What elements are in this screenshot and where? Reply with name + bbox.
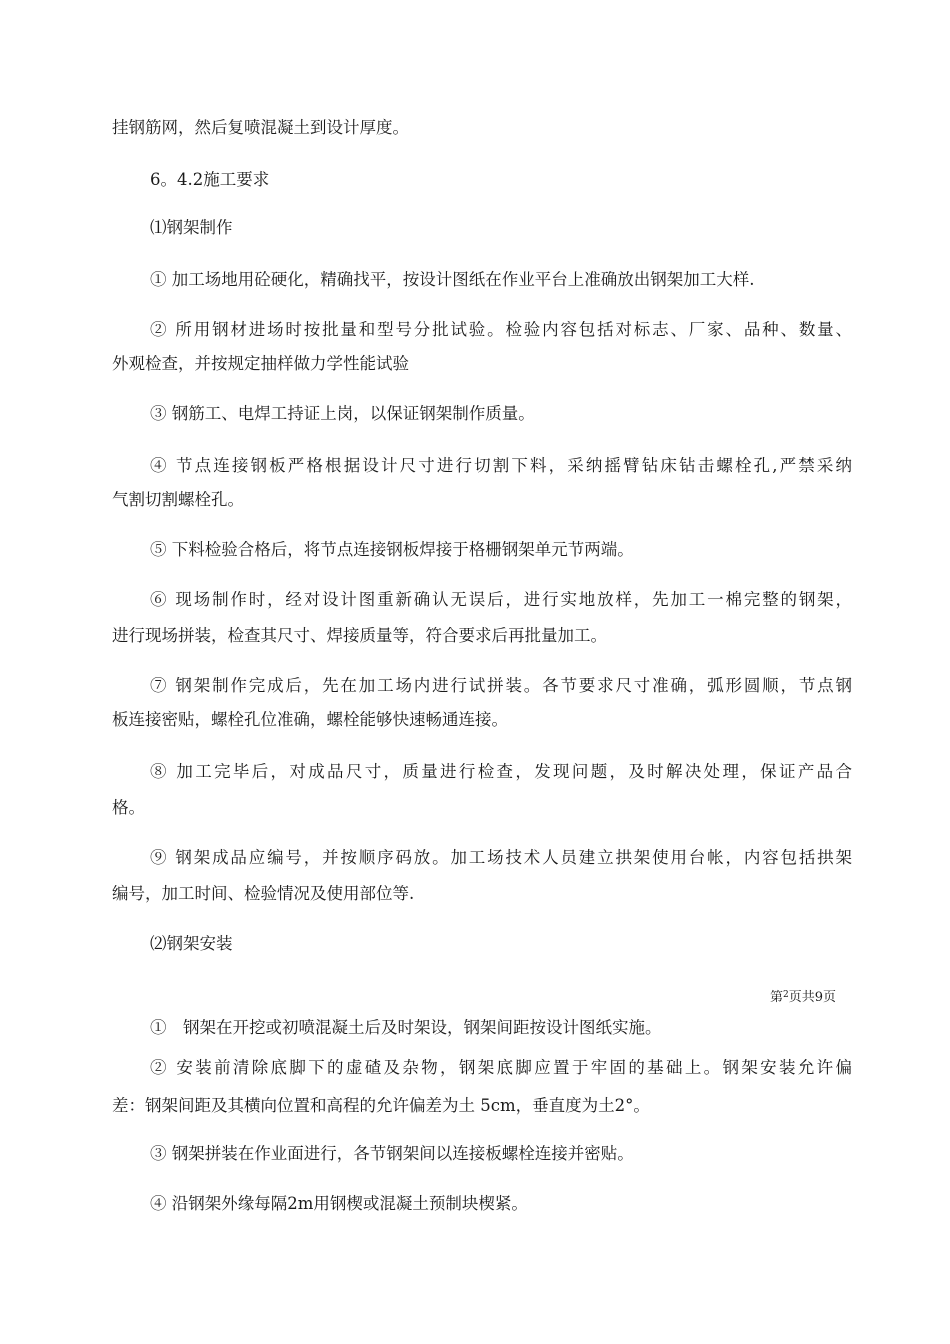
text-line: ① 钢架在开挖或初喷混凝土后及时架设，钢架间距按设计图纸实施。 bbox=[150, 1018, 662, 1037]
page-footer bbox=[770, 987, 836, 1006]
text-line: ⑥ 现场制作时，经对设计图重新确认无误后，进行实地放样，先加工一棉完整的钢架， bbox=[150, 590, 852, 609]
text-line: 进行现场拼装，检查其尺寸、焊接质量等，符合要求后再批量加工。 bbox=[112, 626, 607, 645]
text-line: 气割切割螺栓孔。 bbox=[112, 490, 244, 509]
text-line: ⑤ 下料检验合格后，将节点连接钢板焊接于格栅钢架单元节两端。 bbox=[150, 540, 634, 559]
text-line: 格。 bbox=[112, 798, 145, 817]
footer-suffix: 页共9页 bbox=[788, 990, 837, 1005]
footer-prefix: 第 bbox=[770, 990, 784, 1005]
text-line: 差：钢架间距及其横向位置和高程的允许偏差为土 5cm，垂直度为土2°。 bbox=[112, 1096, 650, 1115]
text-line: ④ 节点连接钢板严格根据设计尺寸进行切割下料，采纳摇臂钻床钻击螺栓孔,严禁采纳 bbox=[150, 456, 852, 475]
text-line: ⑨ 钢架成品应编号，并按顺序码放。加工场技术人员建立拱架使用台帐，内容包括拱架 bbox=[150, 848, 852, 867]
text-line: ② 安装前清除底脚下的虚碴及杂物，钢架底脚应置于牢固的基础上。钢架安装允许偏 bbox=[150, 1058, 852, 1077]
text-line: 外观检查，并按规定抽样做力学性能试验 bbox=[112, 354, 409, 373]
text-line: ① 加工场地用砼硬化，精确找平，按设计图纸在作业平台上准确放出钢架加工大样. bbox=[150, 270, 755, 289]
text-line: ⑧ 加工完毕后，对成品尺寸，质量进行检查，发现问题，及时解决处理，保证产品合 bbox=[150, 762, 852, 781]
section-heading: 6。4.2施工要求 bbox=[150, 170, 270, 189]
text-line: ⑦ 钢架制作完成后，先在加工场内进行试拼装。各节要求尺寸准确，弧形圆顺，节点钢 bbox=[150, 676, 852, 695]
text-line: 板连接密贴，螺栓孔位准确，螺栓能够快速畅通连接。 bbox=[112, 710, 508, 729]
subsection-heading: ⑵钢架安装 bbox=[150, 934, 233, 953]
text-line: ③ 钢架拼装在作业面进行，各节钢架间以连接板螺栓连接并密贴。 bbox=[150, 1144, 634, 1163]
text-line: 编号，加工时间、检验情况及使用部位等. bbox=[112, 884, 415, 903]
text-line: ② 所用钢材进场时按批量和型号分批试验。检验内容包括对标志、厂家、品种、数量、 bbox=[150, 320, 852, 339]
text-line: 挂钢筋网，然后复喷混凝土到设计厚度。 bbox=[112, 118, 409, 137]
text-line: ④ 沿钢架外缘每隔2m用钢楔或混凝土预制块楔紧。 bbox=[150, 1194, 528, 1213]
subsection-heading: ⑴钢架制作 bbox=[150, 218, 233, 237]
text-line: ③ 钢筋工、电焊工持证上岗，以保证钢架制作质量。 bbox=[150, 404, 535, 423]
footer-page-number: 2 bbox=[783, 990, 789, 1000]
